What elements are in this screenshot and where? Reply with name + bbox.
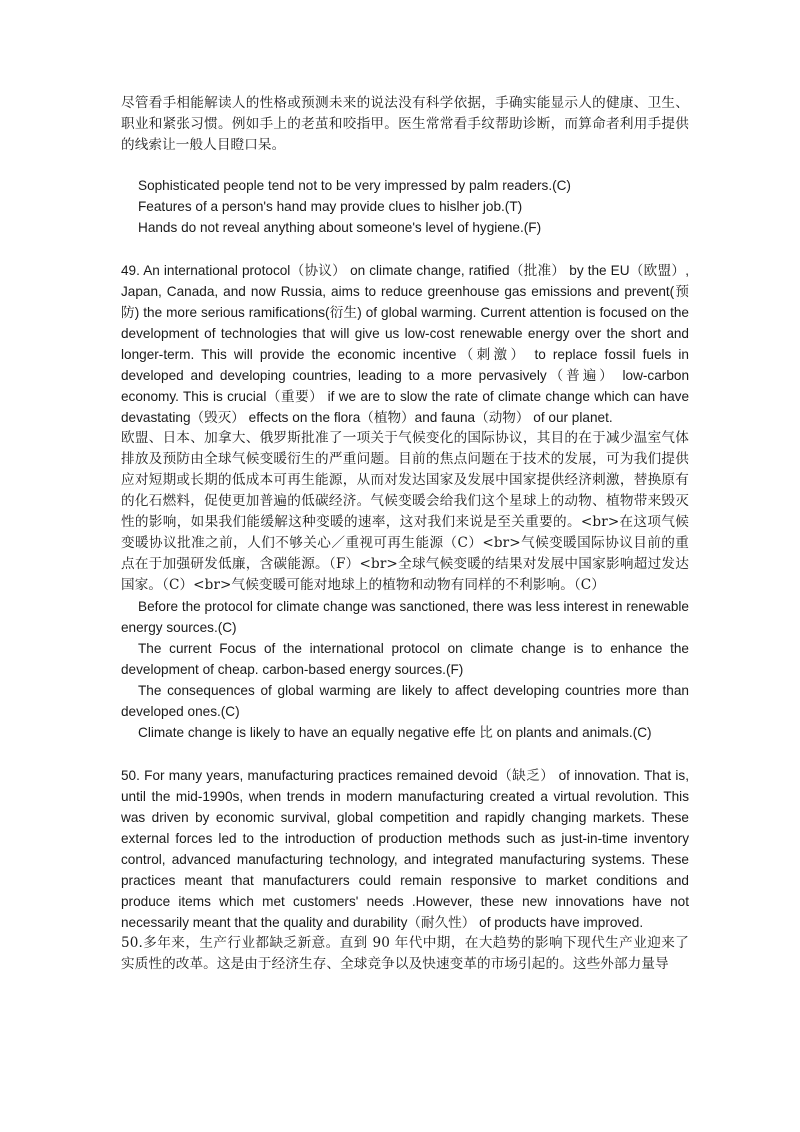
q50-english-paragraph: 50. For many years, manufacturing practices remained devoid（缺乏） of innovation. That is, until the mid-1990s, when trends in modern manufacturing created a virtual revolution. This was driven by economic survival, global competition and rapidly changing markets. These external forces led to the introduction of production methods such as just-in-time inventory control, advanced manufacturing technology, and integrated manufacturing systems. These practices meant that manufacturers could remain responsive to market conditions and produce items which met customers' needs .However, these new innovations have not necessarily meant that the quality and durability（耐久性） of products have improved. [121, 768, 689, 930]
q49-statement: The consequences of global warming are likely to affect developing countries more than developed ones.(C) [121, 683, 689, 719]
intro-statement: Features of a person's hand may provide clues to hislher job.(T) [138, 199, 523, 214]
q49-chinese-paragraph: 欧盟、日本、加拿大、俄罗斯批准了一项关于气候变化的国际协议，其目的在于减少温室气体排放及预防由全球气候变暖衍生的严重问题。目前的焦点问题在于技术的发展，可为我们提供应对短期或长期的低成本可再生能源，从而对发达国家及发展中国家提供经济刺激，替换原有的化石燃料，促使更加普遍的低碳经济。气候变暖会给我们这个星球上的动物、植物带来毁灭性的影响，如果我们能缓解这种变暖的速率，这对我们来说是至关重要的。<br>在这项气候变暖协议批准之前，人们不够关心／重视可再生能源（C）<br>气候变暖国际协议目前的重点在于加强研发低廉，含碳能源。（F）<br>全球气候变暖的结果对发展中国家影响超过发达国家。（C）<br>气候变暖可能对地球上的植物和动物有同样的不利影响。（C） [121, 430, 689, 593]
intro-statement: Sophisticated people tend not to be very impressed by palm readers.(C) [138, 178, 571, 193]
intro-chinese-paragraph: 尽管看手相能解读人的性格或预测未来的说法没有科学依据，手确实能显示人的健康、卫生、职业和紧张习惯。例如手上的老茧和咬指甲。医生常常看手纹帮助诊断，而算命者利用手提供的线索让一般人目瞪口呆。 [121, 95, 689, 153]
q50-chinese-paragraph: 50.多年来，生产行业都缺乏新意。直到 90 年代中期，在大趋势的影响下现代生产业迎来了实质性的改革。这是由于经济生存、全球竞争以及快速变革的市场引起的。这些外部力量导 [121, 935, 689, 972]
q49-statements [121, 596, 689, 743]
document-page [121, 93, 689, 975]
q49-statement: Before the protocol for climate change was sanctioned, there was less interest in renewable energy sources.(C) [121, 599, 689, 635]
intro-statement: Hands do not reveal anything about someone's level of hygiene.(F) [138, 220, 542, 235]
intro-statements [121, 175, 689, 238]
q49-english-paragraph: 49. An international protocol（协议） on climate change, ratified（批准） by the EU（欧盟）, Japan, Canada, and now Russia, aims to reduce greenhouse gas emissions and prevent(预防) the more serious ramifications(衍生) of global warming. Current attention is focused on the development of technologies that will give us low-cost renewable energy over the short and longer-term. This will provide the economic incentive（刺激） to replace fossil fuels in developed and developing countries, leading to a more pervasively（普遍） low-carbon economy. This is crucial（重要） if we are to slow the rate of climate change which can have devastating（毁灭） effects on the flora（植物）and fauna（动物） of our planet. [121, 263, 689, 425]
q49-statement: The current Focus of the international protocol on climate change is to enhance the development of cheap. carbon-based energy sources.(F) [121, 641, 689, 677]
q49-statement: Climate change is likely to have an equally negative effe 比 on plants and animals.(C) [138, 725, 652, 740]
